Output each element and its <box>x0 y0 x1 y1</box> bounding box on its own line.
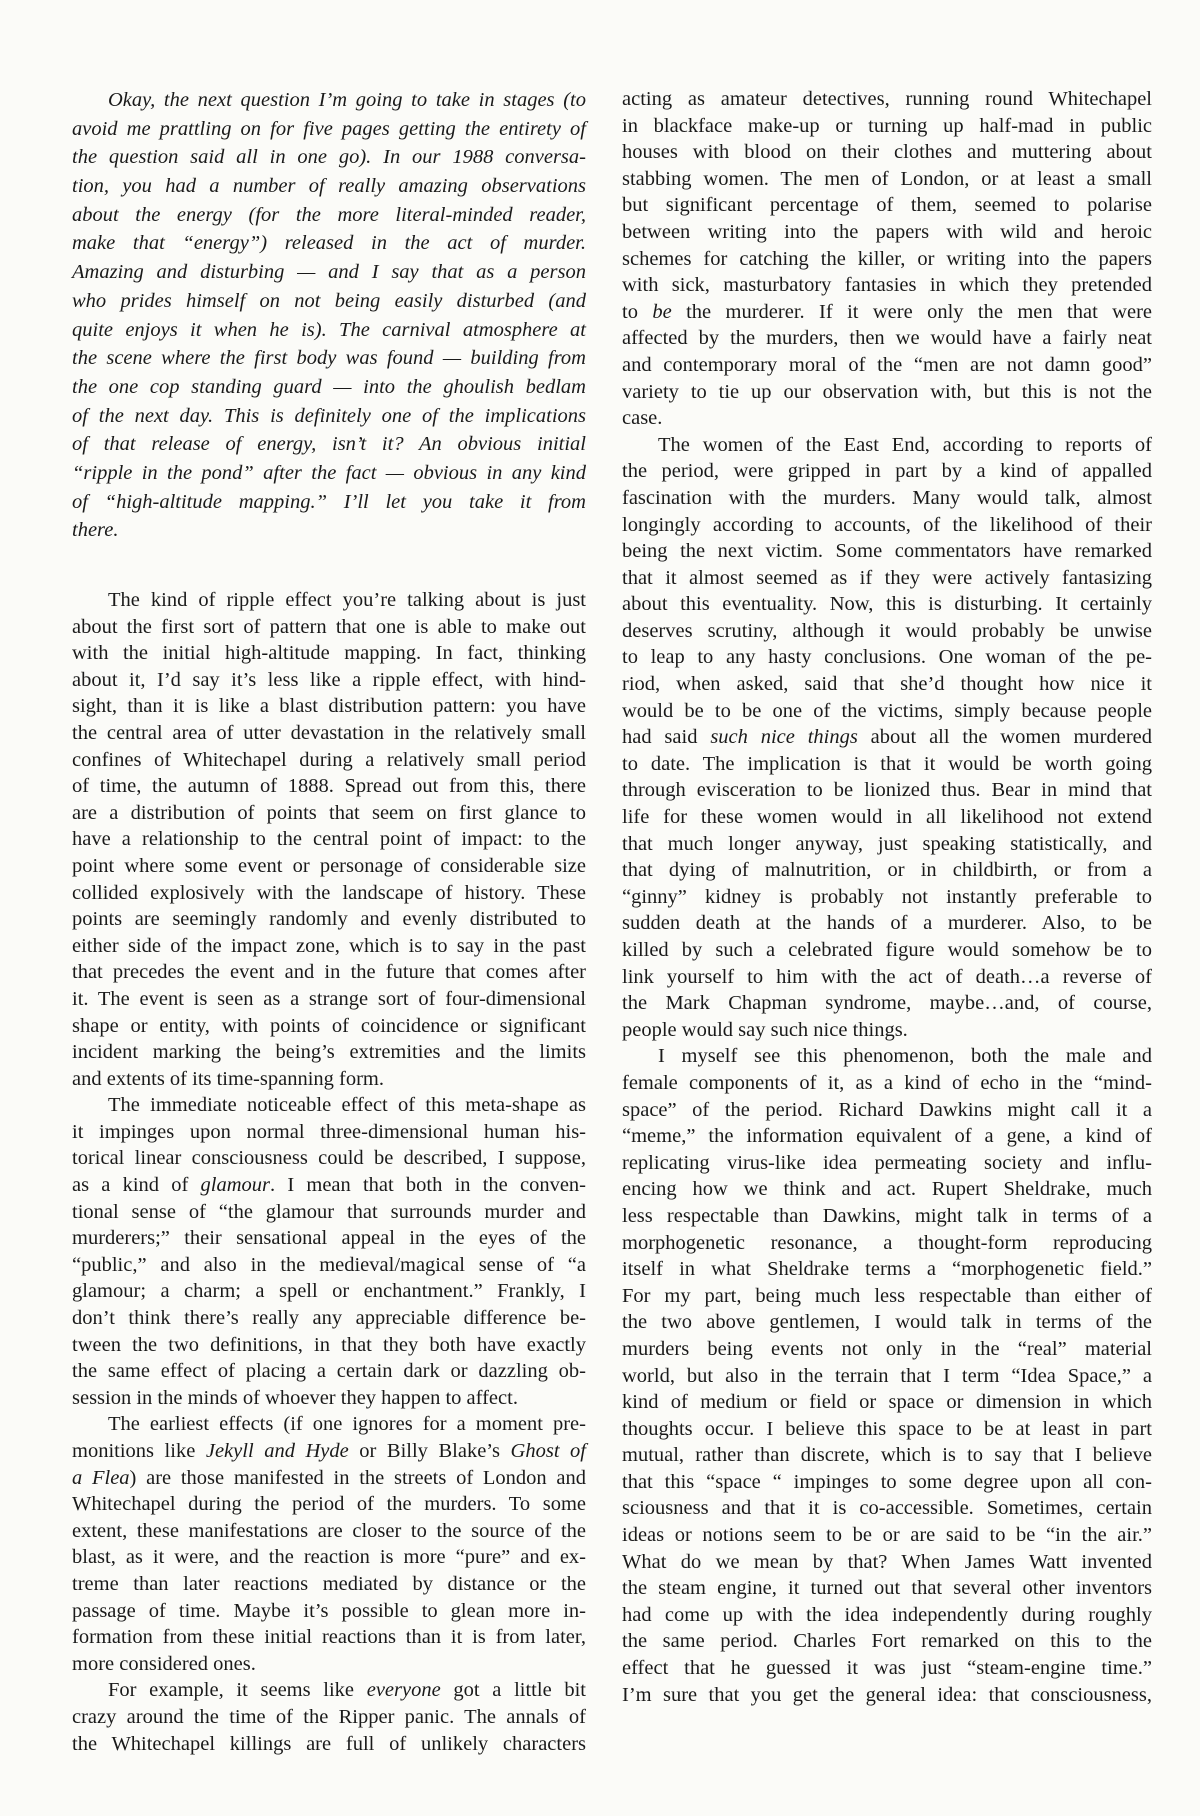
text-line: affected by the murders, then we would have a fairly neat <box>622 327 1152 350</box>
text-line: fascination with the murders. Many would talk, almost <box>622 486 1152 509</box>
text-line: the Whitechapel killings are full of unlikely characters <box>72 1732 586 1755</box>
text-line: Amazing and disturbing — and I say that as a person <box>72 261 586 284</box>
text-line: What do we mean by that? When James Watt invented <box>622 1550 1152 1573</box>
paragraph <box>72 1677 586 1757</box>
paragraph <box>622 432 1152 1044</box>
text-line: to date. The implication is that it would be worth going <box>622 752 1152 775</box>
text-line: acting as amateur detectives, running round Whitechapel <box>622 88 1152 110</box>
text-line: to leap to any hasty conclusions. One woman of the pe- <box>622 646 1152 669</box>
text-line: variety to tie up our observation with, but this is not the <box>622 380 1152 403</box>
answer-text <box>72 587 586 1757</box>
text-line: with sick, masturbatory fantasies in which they pretended <box>622 274 1152 297</box>
text-line: the central area of utter devastation in the relatively small <box>72 721 586 744</box>
text-line: extent, these manifestations are closer to the source of the <box>72 1519 586 1542</box>
text-line: between writing into the papers with wild and heroic <box>622 220 1152 243</box>
text-line: The earliest effects (if one ignores for a moment pre- <box>108 1413 586 1436</box>
text-line: riod, when asked, said that she’d thought how nice it <box>622 673 1152 696</box>
text-line: schemes for catching the killer, or writing into the papers <box>622 247 1152 270</box>
text-line: point where some event or personage of considerable size <box>72 854 586 877</box>
text-line: “public,” and also in the medieval/magical sense of “a <box>72 1253 586 1276</box>
text-line: replicating virus-like idea permeating society and influ- <box>622 1151 1152 1174</box>
emphasis: Ghost of <box>510 1440 587 1462</box>
text-line: session in the minds of whoever they happen to affect. <box>72 1386 518 1409</box>
paragraph <box>622 1043 1152 1708</box>
text-line: with the initial high-altitude mapping. In fact, thinking <box>72 642 586 665</box>
paragraph-gap <box>72 545 586 587</box>
text-line: don’t think there’s really any appreciable difference be- <box>72 1307 586 1330</box>
text-line: “ginny” kidney is probably not instantly preferable to <box>622 885 1152 908</box>
text-line: torical linear consciousness could be described, I suppose, <box>72 1147 586 1170</box>
text-line: and contemporary moral of the “men are not damn good” <box>622 353 1152 376</box>
text-line: had come up with the idea independently during roughly <box>622 1603 1152 1626</box>
text-line: there. <box>72 519 119 542</box>
text-line: collided explosively with the landscape of history. These <box>72 881 586 904</box>
text-line: deserves scrutiny, although it would probably be unwise <box>622 619 1152 642</box>
text-line: shape or entity, with points of coincidence or significant <box>72 1014 586 1037</box>
paragraph <box>72 1411 586 1677</box>
text-line: sciousness and that it is co-accessible. Sometimes, certain <box>622 1497 1152 1520</box>
text-line: For my part, being much less respectable than either of <box>622 1284 1152 1307</box>
text-line: the one cop standing guard — into the ghoulish bedlam <box>72 375 586 398</box>
text-line: the steam engine, it turned out that several other inventors <box>622 1577 1152 1600</box>
text-line: link yourself to him with the act of death…a reverse of <box>622 965 1152 988</box>
text-line: about it, I’d say it’s less like a ripple effect, with hind- <box>72 668 586 691</box>
text-line: I myself see this phenomenon, both the male and <box>658 1045 1152 1068</box>
text-line: sight, than it is like a blast distribution pattern: you have <box>72 695 586 718</box>
text-line: passage of time. Maybe it’s possible to glean more in- <box>72 1599 586 1622</box>
text-line: people would say such nice things. <box>622 1018 908 1041</box>
text-line: incident marking the being’s extremities and the limits <box>72 1041 586 1064</box>
text-line: the period, were gripped in part by a kind of appalled <box>622 460 1152 483</box>
text-line: it. The event is seen as a strange sort of four-dimensional <box>72 987 586 1010</box>
text-line: tional sense of “the glamour that surrounds murder and <box>72 1200 586 1223</box>
text-line: the Mark Chapman syndrome, maybe…and, of course, <box>622 992 1152 1015</box>
text-line: effect that he guessed it was just “steam-engine time.” <box>622 1657 1152 1680</box>
text-line: houses with blood on their clothes and muttering about <box>622 141 1152 164</box>
text-line: world, but also in the terrain that I term “Idea Space,” a <box>622 1364 1152 1387</box>
text-line: “meme,” the information equivalent of a gene, a kind of <box>622 1125 1152 1148</box>
text-line: The women of the East End, according to reports of <box>658 433 1152 456</box>
right-column <box>622 86 1152 1708</box>
text-line: stabbing women. The men of London, or at least a small <box>622 167 1152 190</box>
text-line: murderers;” their sensational appeal in the eyes of the <box>72 1227 586 1250</box>
left-column <box>72 86 586 1757</box>
text-line: but significant percentage of them, seemed to polarise <box>622 194 1152 217</box>
text-line: who prides himself on not being easily disturbed (and <box>72 289 586 312</box>
text-line: of “high-altitude mapping.” I’ll let you take it from <box>72 490 586 513</box>
text-line: glamour; a charm; a spell or enchantment.” Frankly, I <box>72 1280 586 1303</box>
text-line: had said such nice things about all the women murdered <box>622 726 1153 749</box>
text-line: as a kind of glamour. I mean that both in the conven- <box>72 1174 587 1197</box>
text-line: would be to be one of the victims, simply because people <box>622 699 1152 722</box>
text-line: that dying of malnutrition, or in childbirth, or from a <box>622 859 1152 882</box>
text-line: that much longer anyway, just speaking statistically, and <box>622 832 1152 855</box>
text-line: treme than later reactions mediated by distance or the <box>72 1572 586 1595</box>
text-line: Okay, the next question I’m going to take in stages (to <box>108 89 586 111</box>
emphasis: everyone <box>366 1679 441 1702</box>
text-line: of the next day. This is definitely one of the implications <box>72 404 586 427</box>
text-line: For example, it seems like everyone got a little bit <box>108 1679 586 1702</box>
emphasis: such nice things <box>710 726 858 749</box>
text-line: and extents of its time-spanning form. <box>72 1067 384 1090</box>
text-line: it impinges upon normal three-dimensional human his- <box>72 1120 586 1143</box>
text-line: about the first sort of pattern that one is able to make out <box>72 615 586 638</box>
text-line: that precedes the event and in the future that comes after <box>72 961 586 984</box>
text-line: blast, as it were, and the reaction is more “pure” and ex- <box>72 1546 586 1569</box>
emphasis: a Flea <box>72 1466 130 1489</box>
text-line: thoughts occur. I believe this space to be at least in part <box>622 1417 1152 1440</box>
text-line: being the next victim. Some commentators have remarked <box>622 540 1152 563</box>
text-line: killed by such a celebrated figure would somehow be to <box>622 939 1152 961</box>
text-line: kind of medium or field or space or dimension in which <box>622 1391 1152 1414</box>
text-line: the two above gentlemen, I would talk in terms of the <box>622 1311 1152 1334</box>
text-line: more considered ones. <box>72 1652 256 1675</box>
text-line: murders being events not only in the “real” material <box>622 1337 1152 1360</box>
text-line: formation from these initial reactions than it is from later, <box>72 1626 586 1649</box>
text-line: space” of the period. Richard Dawkins might call it a <box>622 1098 1152 1121</box>
text-line: points are seemingly randomly and evenly distributed to <box>72 908 586 931</box>
text-line: to be the murderer. If it were only the men that were <box>622 300 1152 323</box>
text-line: “ripple in the pond” after the fact — obvious in any kind <box>72 461 586 484</box>
text-line: longingly according to accounts, of the likelihood of their <box>622 513 1152 536</box>
text-line: female components of it, as a kind of echo in the “mind- <box>622 1071 1152 1094</box>
text-line: less respectable than Dawkins, might talk in terms of a <box>622 1204 1152 1227</box>
text-line: that it almost seemed as if they were actively fantasizing <box>622 566 1152 589</box>
text-line: ideas or notions seem to be or are said to be “in the air.” <box>622 1524 1152 1547</box>
text-line: make that “energy”) released in the act of murder. <box>72 232 586 255</box>
text-line: Whitechapel during the period of the murders. To some <box>72 1493 586 1516</box>
text-line: tion, you had a number of really amazing observations <box>72 175 586 198</box>
text-line: crazy around the time of the Ripper panic. The annals of <box>72 1705 586 1728</box>
paragraph <box>72 587 586 1092</box>
text-line: about the energy (for the more literal-minded reader, <box>72 203 586 226</box>
text-line: The immediate noticeable effect of this meta-shape as <box>108 1094 586 1117</box>
text-line: sudden death at the hands of a murderer. Also, to be <box>622 912 1152 935</box>
text-line: The kind of ripple effect you’re talking about is just <box>108 589 586 611</box>
text-line: I’m sure that you get the general idea: that consciousness, <box>622 1683 1152 1706</box>
text-line: that this “space “ impinges to some degree upon all con- <box>622 1470 1152 1493</box>
text-line: of that release of energy, isn’t it? An obvious initial <box>72 433 586 456</box>
text-line: through evisceration to be lionized thus. Bear in mind that <box>622 779 1152 802</box>
text-line: in blackface make-up or turning up half-mad in public <box>622 114 1152 137</box>
text-line: avoid me prattling on for five pages getting the entirety of <box>72 117 586 140</box>
text-line: encing how we think and act. Rupert Sheldrake, much <box>622 1178 1152 1201</box>
text-line: about this eventuality. Now, this is disturbing. It certainly <box>622 593 1152 616</box>
text-line: mutual, rather than discrete, which is to say that I believe <box>622 1444 1152 1467</box>
text-line: morphogenetic resonance, a thought-form reproducing <box>622 1231 1152 1254</box>
emphasis: be <box>652 300 672 323</box>
text-line: have a relationship to the central point of impact: to the <box>72 828 586 851</box>
emphasis: glamour <box>200 1174 271 1197</box>
text-line: case. <box>622 407 663 430</box>
text-line: tween the two definitions, in that they both have exactly <box>72 1333 586 1356</box>
text-line: the same effect of placing a certain dark or dazzling ob- <box>72 1360 586 1383</box>
interview-question <box>72 86 586 545</box>
text-line: itself in what Sheldrake terms a “morphogenetic field.” <box>622 1258 1152 1281</box>
emphasis: Jekyll and Hyde <box>205 1440 349 1462</box>
paragraph <box>622 86 1152 432</box>
text-line: a Flea) are those manifested in the streets of London and <box>72 1466 586 1489</box>
text-line: either side of the impact zone, which is to say in the past <box>72 934 586 957</box>
text-line: the scene where the first body was found — building from <box>72 347 586 370</box>
text-line: the same period. Charles Fort remarked on this to the <box>622 1630 1152 1653</box>
text-line: the question said all in one go). In our 1988 conversa- <box>72 146 586 169</box>
text-line: monitions like Jekyll and Hyde or Billy Blake’s Ghost of <box>72 1440 587 1462</box>
text-line: life for these women would in all likelihood not extend <box>622 806 1152 829</box>
text-line: quite enjoys it when he is). The carnival atmosphere at <box>72 318 586 341</box>
text-line: of time, the autumn of 1888. Spread out from this, there <box>72 775 586 798</box>
paragraph <box>72 1092 586 1411</box>
text-line: confines of Whitechapel during a relatively small period <box>72 748 586 771</box>
answer-text-continued <box>622 86 1152 1708</box>
text-line: are a distribution of points that seem on first glance to <box>72 801 586 824</box>
